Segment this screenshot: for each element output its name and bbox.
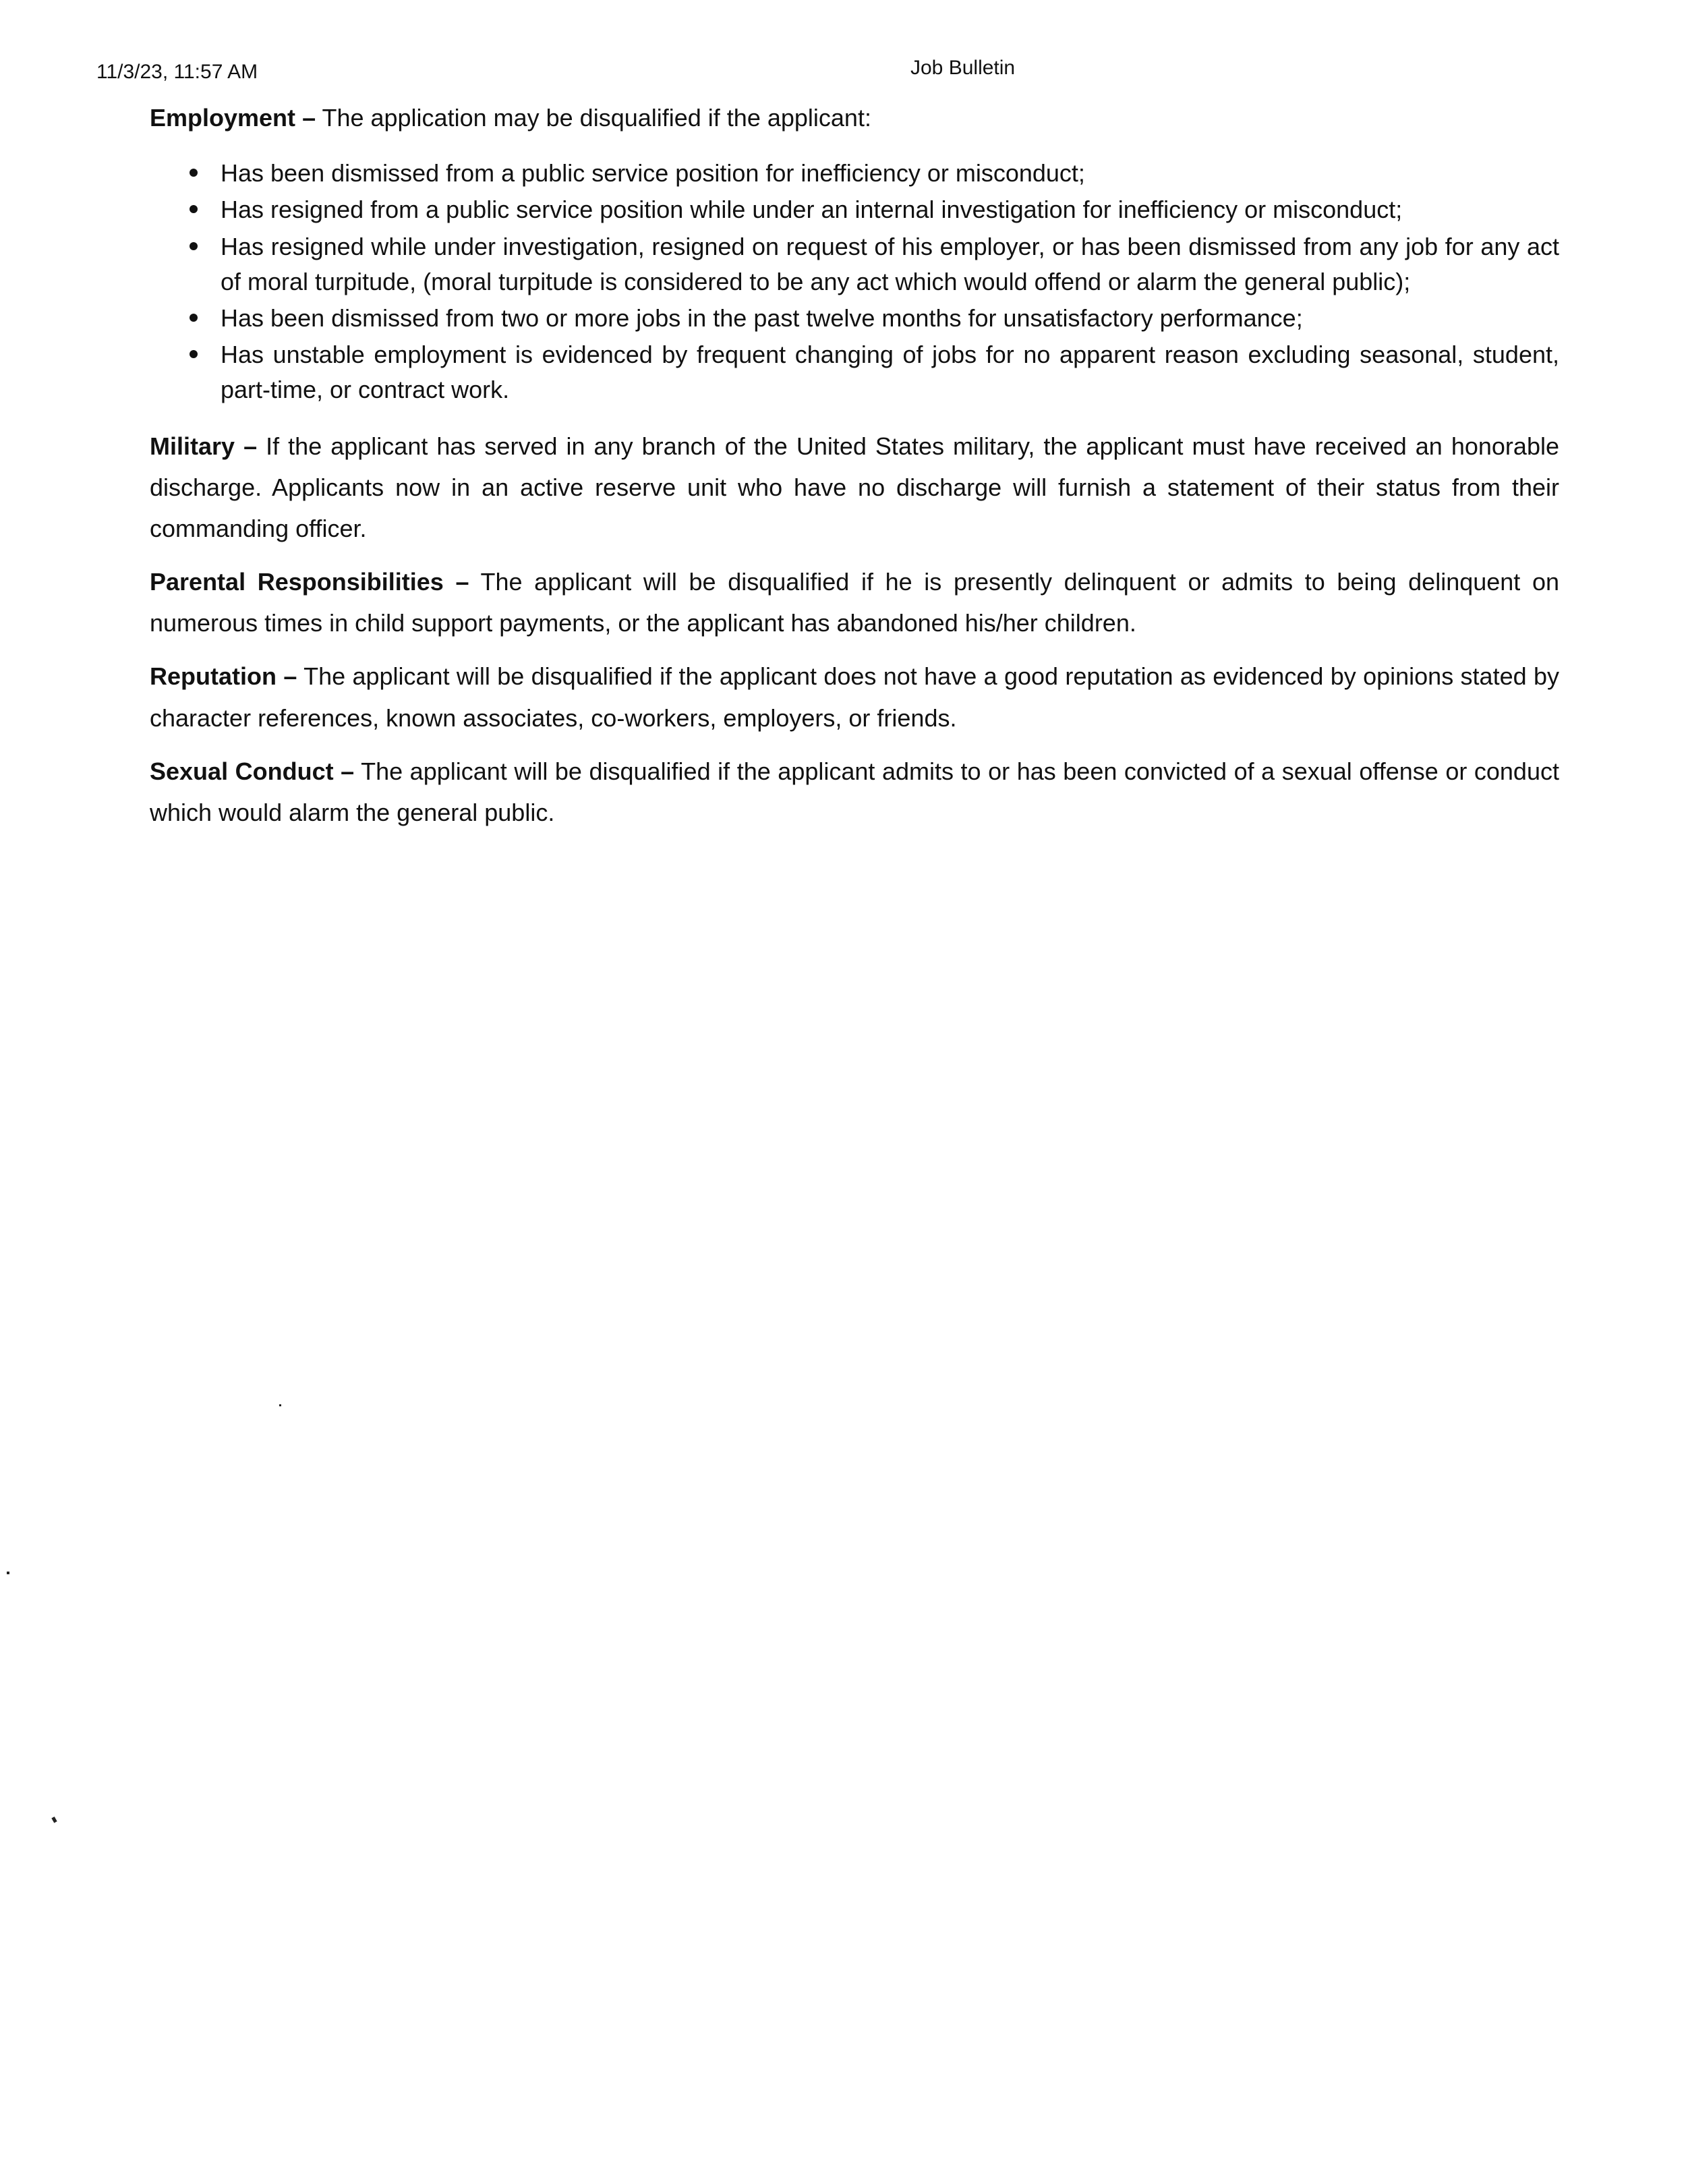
employment-disqualifier-list [150, 156, 1559, 407]
military-label: Military [150, 432, 235, 460]
parental-text: The applicant will be disqualified if he is presently delinquent or admits to being delinquent on numerous times in child support payments, or the applicant has abandoned his/her children. [150, 568, 1559, 637]
parental-dash: – [455, 568, 469, 596]
scan-speck [7, 1572, 9, 1574]
document-body [150, 97, 1559, 845]
parental-section [150, 561, 1559, 643]
list-item: Has been dismissed from a public service position for inefficiency or misconduct; [221, 156, 1559, 191]
list-item: Has unstable employment is evidenced by frequent changing of jobs for no apparent reason excluding seasonal, student, part-time, or contract work. [221, 337, 1559, 407]
sexual-conduct-section [150, 751, 1559, 833]
print-datetime: 11/3/23, 11:57 AM [96, 61, 258, 83]
sexual-conduct-label: Sexual Conduct [150, 757, 334, 785]
employment-dash: – [302, 104, 316, 132]
list-item: Has resigned from a public service position while under an internal investigation for inefficiency or misconduct; [221, 192, 1559, 227]
employment-intro: The application may be disqualified if the applicant: [322, 104, 871, 132]
page-header-title: Job Bulletin [910, 57, 1016, 79]
employment-section [150, 97, 1559, 408]
list-item: Has been dismissed from two or more jobs in the past twelve months for unsatisfactory performance; [221, 301, 1559, 336]
employment-label: Employment [150, 104, 296, 132]
reputation-section [150, 656, 1559, 738]
parental-label: Parental Responsibilities [150, 568, 444, 596]
scan-speck [279, 1404, 281, 1406]
scan-speck [51, 1816, 57, 1822]
list-item: Has resigned while under investigation, resigned on request of his employer, or has been dismissed from any job for any act of moral turpitude, (moral turpitude is considered to be any act which would offend or alarm the general public); [221, 229, 1559, 299]
reputation-label: Reputation [150, 662, 277, 691]
military-dash: – [243, 432, 258, 460]
military-text: If the applicant has served in any branch of the United States military, the applicant must have received an honorable discharge. Applicants now in an active reserve unit who have no discharge will furnish a statement of their status from their commanding officer. [150, 432, 1559, 542]
reputation-text: The applicant will be disqualified if the applicant does not have a good reputation as evidenced by opinions stated by character references, known associates, co-workers, employers, or friends. [150, 662, 1559, 732]
reputation-dash: – [283, 662, 297, 691]
sexual-conduct-text: The applicant will be disqualified if the applicant admits to or has been convicted of a sexual offense or conduct which would alarm the general public. [150, 757, 1559, 826]
military-section [150, 426, 1559, 550]
sexual-conduct-dash: – [341, 757, 355, 785]
